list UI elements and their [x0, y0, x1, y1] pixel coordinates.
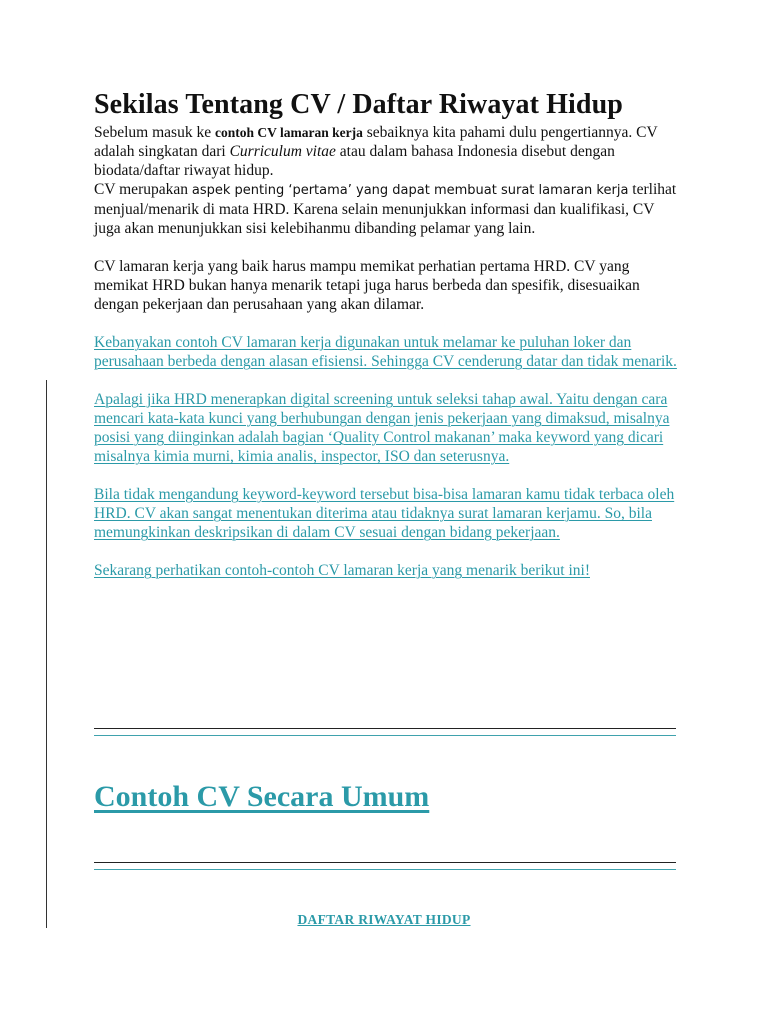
cv-importance-paragraph: [94, 180, 684, 238]
intro-text-e: atau dalam bahasa Indonesia disebut dengan biodata/daftar riwayat hidup.: [94, 143, 615, 179]
link-paragraph-3[interactable]: Bila tidak mengandung keyword-keyword tersebut bisa-bisa lamaran kamu tidak terbaca oleh HRD. CV akan sangat menentukan diterima atau tidaknya surat lamaran kerjamu. So, bila memungkinkan deskripsikan di dalam CV sesuai dengan bidang pekerjaan.: [94, 486, 675, 541]
intro-text-a: Sebelum masuk ke: [94, 124, 215, 141]
importance-text-a: CV merupakan: [94, 181, 192, 198]
intro-text-c: sebaiknya kita pahami dulu pengertiannya. CV adalah singkatan dari: [94, 124, 658, 160]
divider-top: [94, 728, 676, 736]
page-title: Sekilas Tentang CV / Daftar Riwayat Hidup: [94, 89, 623, 120]
link-paragraph-2[interactable]: Apalagi jika HRD menerapkan digital screening untuk seleksi tahap awal. Yaitu dengan cara mencari kata-kata kunci yang berhubungan dengan jenis pekerjaan yang dimaksud, misalnya posisi yang diinginkan adalah bagian ‘Quality Control makanan’ maka keyword yang dicari misalnya kimia murni, kimia analis, inspector, ISO dan seterusnya.: [94, 391, 670, 465]
importance-text-b: aspek penting ‘pertama’ yang dapat membuat surat lamaran kerja: [191, 183, 629, 198]
divider-bottom: [94, 862, 676, 870]
intro-paragraph: [94, 123, 684, 180]
left-margin-rule: [46, 380, 47, 928]
importance-text-c: terlihat menjual/menarik di mata HRD. Karena selain menunjukkan informasi dan kualifikasi, CV juga akan menunjukkan sisi kelebihanmu dibanding pelamar yang lain.: [94, 181, 677, 237]
link-paragraph-4[interactable]: Sekarang perhatikan contoh-contoh CV lamaran kerja yang menarik berikut ini!: [94, 562, 590, 579]
cv-subtitle[interactable]: DAFTAR RIWAYAT HIDUP: [297, 912, 471, 927]
intro-italic-term: Curriculum vitae: [229, 143, 336, 160]
good-cv-paragraph: CV lamaran kerja yang baik harus mampu memikat perhatian pertama HRD. CV yang memikat HRD bukan hanya menarik tetapi juga harus berbeda dan spesifik, disesuaikan dengan pekerjaan dan perusahaan yang akan dilamar.: [94, 258, 640, 313]
document-body: [94, 88, 684, 580]
section-heading[interactable]: Contoh CV Secara Umum: [94, 780, 430, 813]
link-paragraph-1[interactable]: Kebanyakan contoh CV lamaran kerja digunakan untuk melamar ke puluhan loker dan perusahaan berbeda dengan alasan efisiensi. Sehingga CV cenderung datar dan tidak menarik.: [94, 334, 677, 370]
intro-keyword: contoh CV lamaran kerja: [214, 125, 363, 140]
